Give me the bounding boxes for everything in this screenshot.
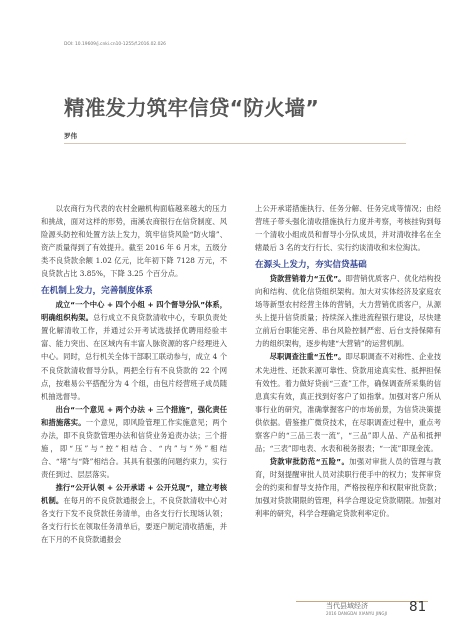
paragraph-lead: 推行“公开认领 + 公开承诺 + 公开兑现”，建立考核机制。 bbox=[41, 482, 227, 505]
paragraph-body: 在每月的不良贷款通报会上，不良贷款清收中心对各支行下发不良贷款任务清单，由各支行行长现场认领；各支行行长在领取任务清单后，要逐户制定清收措施，并在下月的不良贷款通报会 bbox=[41, 495, 228, 545]
doi-line: DOI: 10.19609/j.cnki.cn10-1255/f.2016.02.026 bbox=[64, 42, 166, 47]
paragraph-body: 总行成立不良贷款清收中心，专职负责处置化解清收工作，并通过公开考试选拔择优聘用经验丰富、能力突出、在区域内有丰富人脉资源的客户经理进入中心。同时，总行机关全体干部职工联动参与，成立 4 个不良贷款清收督导分队，两把全行有不良贷款的 22 个网点，按难易公平搭配分为 4 个组，由包片经营班子成员随机抽选督导。 bbox=[41, 313, 228, 401]
continuation-paragraph: 上公开承诺措施执行、任务分解、任务完成等情况；由经营班子带头强化清收措施执行力度并考察，考核挂钩到每一个清收小组成员和督导小分队成员，并对清收排名在全辖最后 3 名的支行行长、实行约谈清收和末位淘汰。 bbox=[255, 204, 441, 253]
article-author: 罗伟 bbox=[64, 132, 77, 140]
paragraph-body: 一个意见，即风险管理工作实施意见；两个办法，即不良贷款管理办法和信贷业务追责办法；三个措施，即“压”与“控”相结合、“内”与“外”相结合、“堵”与“降”相结合。其具有很强的问题约束力，实行责任到过、层层落实。 bbox=[41, 417, 228, 479]
paragraph-approval bbox=[255, 455, 441, 520]
right-column bbox=[255, 202, 441, 520]
article-title: 精准发力筑牢信贷“防火墙” bbox=[64, 96, 320, 120]
footer-issue-line: 2016 DANGDAI XIANYU JINGJI bbox=[326, 611, 388, 616]
paragraph-lead: 出台“一个意见 + 两个办法 + 三个措施”，强化责任和措施落实。 bbox=[41, 404, 227, 427]
section-heading-mechanism: 在机制上发力，完善制度体系 bbox=[41, 286, 153, 297]
section-heading-source: 在源头上发力，夯实信贷基础 bbox=[255, 260, 367, 271]
paragraph-assessment bbox=[41, 481, 227, 546]
left-column bbox=[41, 202, 227, 546]
paragraph-body: 加强对审批人员的管理与教育，时刻提醒审批人员对渎职行使手中的权力；发挥审贷会的约束和督导支持作用，严格按程序和权限审批贷款；加强对贷款期限的管理，科学合理设定贷款期限。加强对利率的研究，科学合理确定贷款利率定价。 bbox=[255, 456, 442, 519]
page-number: 81 bbox=[409, 599, 427, 615]
paragraph-body: 即营销优质客户、优化结构投向和结构、优化信贷组织架构。加大对实体经济及家庭农场等新型农村经营主体的营销，大力营销优质客户，从源头上提升信贷质量；持续深入推进流程银行建设，尽快建立前后台职能完善、串台风险控制严密、后台支持保障有力的组织架构，逐步构建“大营销”的运营机制。 bbox=[255, 274, 442, 349]
paragraph-responsibility bbox=[41, 403, 227, 481]
title-divider bbox=[64, 143, 406, 144]
paragraph-body: 即尽职调查不对称性、企业技术先进性、还款来源可靠性、贷款用途真实性、抵押担保有效性。着力做好贷前“三查”工作，确保调查所采集的信息真实有效，真正找到好客户了如指掌。加强对客户所从事行业的研究，准确掌握客户的市场前景，为信贷决策提供依据。借鉴推广微贷技术，在尽职调查过程中，重点考察客户的“三品三表一流”，“三品”即人品、产品和抵押品；“三表”即电表、水表和税务报表；“一流”即现金流。 bbox=[255, 352, 442, 453]
paragraph-lead: 贷款营销着力“五优”。 bbox=[269, 274, 346, 284]
paragraph-lead: 尽职调查注重“五性”。 bbox=[269, 352, 346, 362]
intro-paragraph: 以农商行为代表的农村金融机构面临越来越大的压力和挑战，面对这样的形势，南溪农商银行在信贷制度、风险源头防控和处置方法上发力，筑牢信贷风险“防火墙”、资产质量得到了有效提升。截至 2016 年 6 月末，五级分类不良贷款余额 1.02 亿元，比年初下降 7128 万元，不良贷款占比 3.85%，下降 3.25 个百分点。 bbox=[41, 204, 227, 279]
paragraph-organization bbox=[41, 298, 227, 402]
paragraph-due-diligence bbox=[255, 350, 441, 454]
footer-magazine-name: 当代县域经济 bbox=[326, 602, 368, 610]
paragraph-lead: 成立“一个中心 + 四个小组 + 四个督导分队”体系，明确组织构架。 bbox=[41, 300, 227, 323]
paragraph-lead: 贷款审批防范“五险”。 bbox=[269, 456, 350, 466]
paragraph-marketing bbox=[255, 272, 441, 350]
